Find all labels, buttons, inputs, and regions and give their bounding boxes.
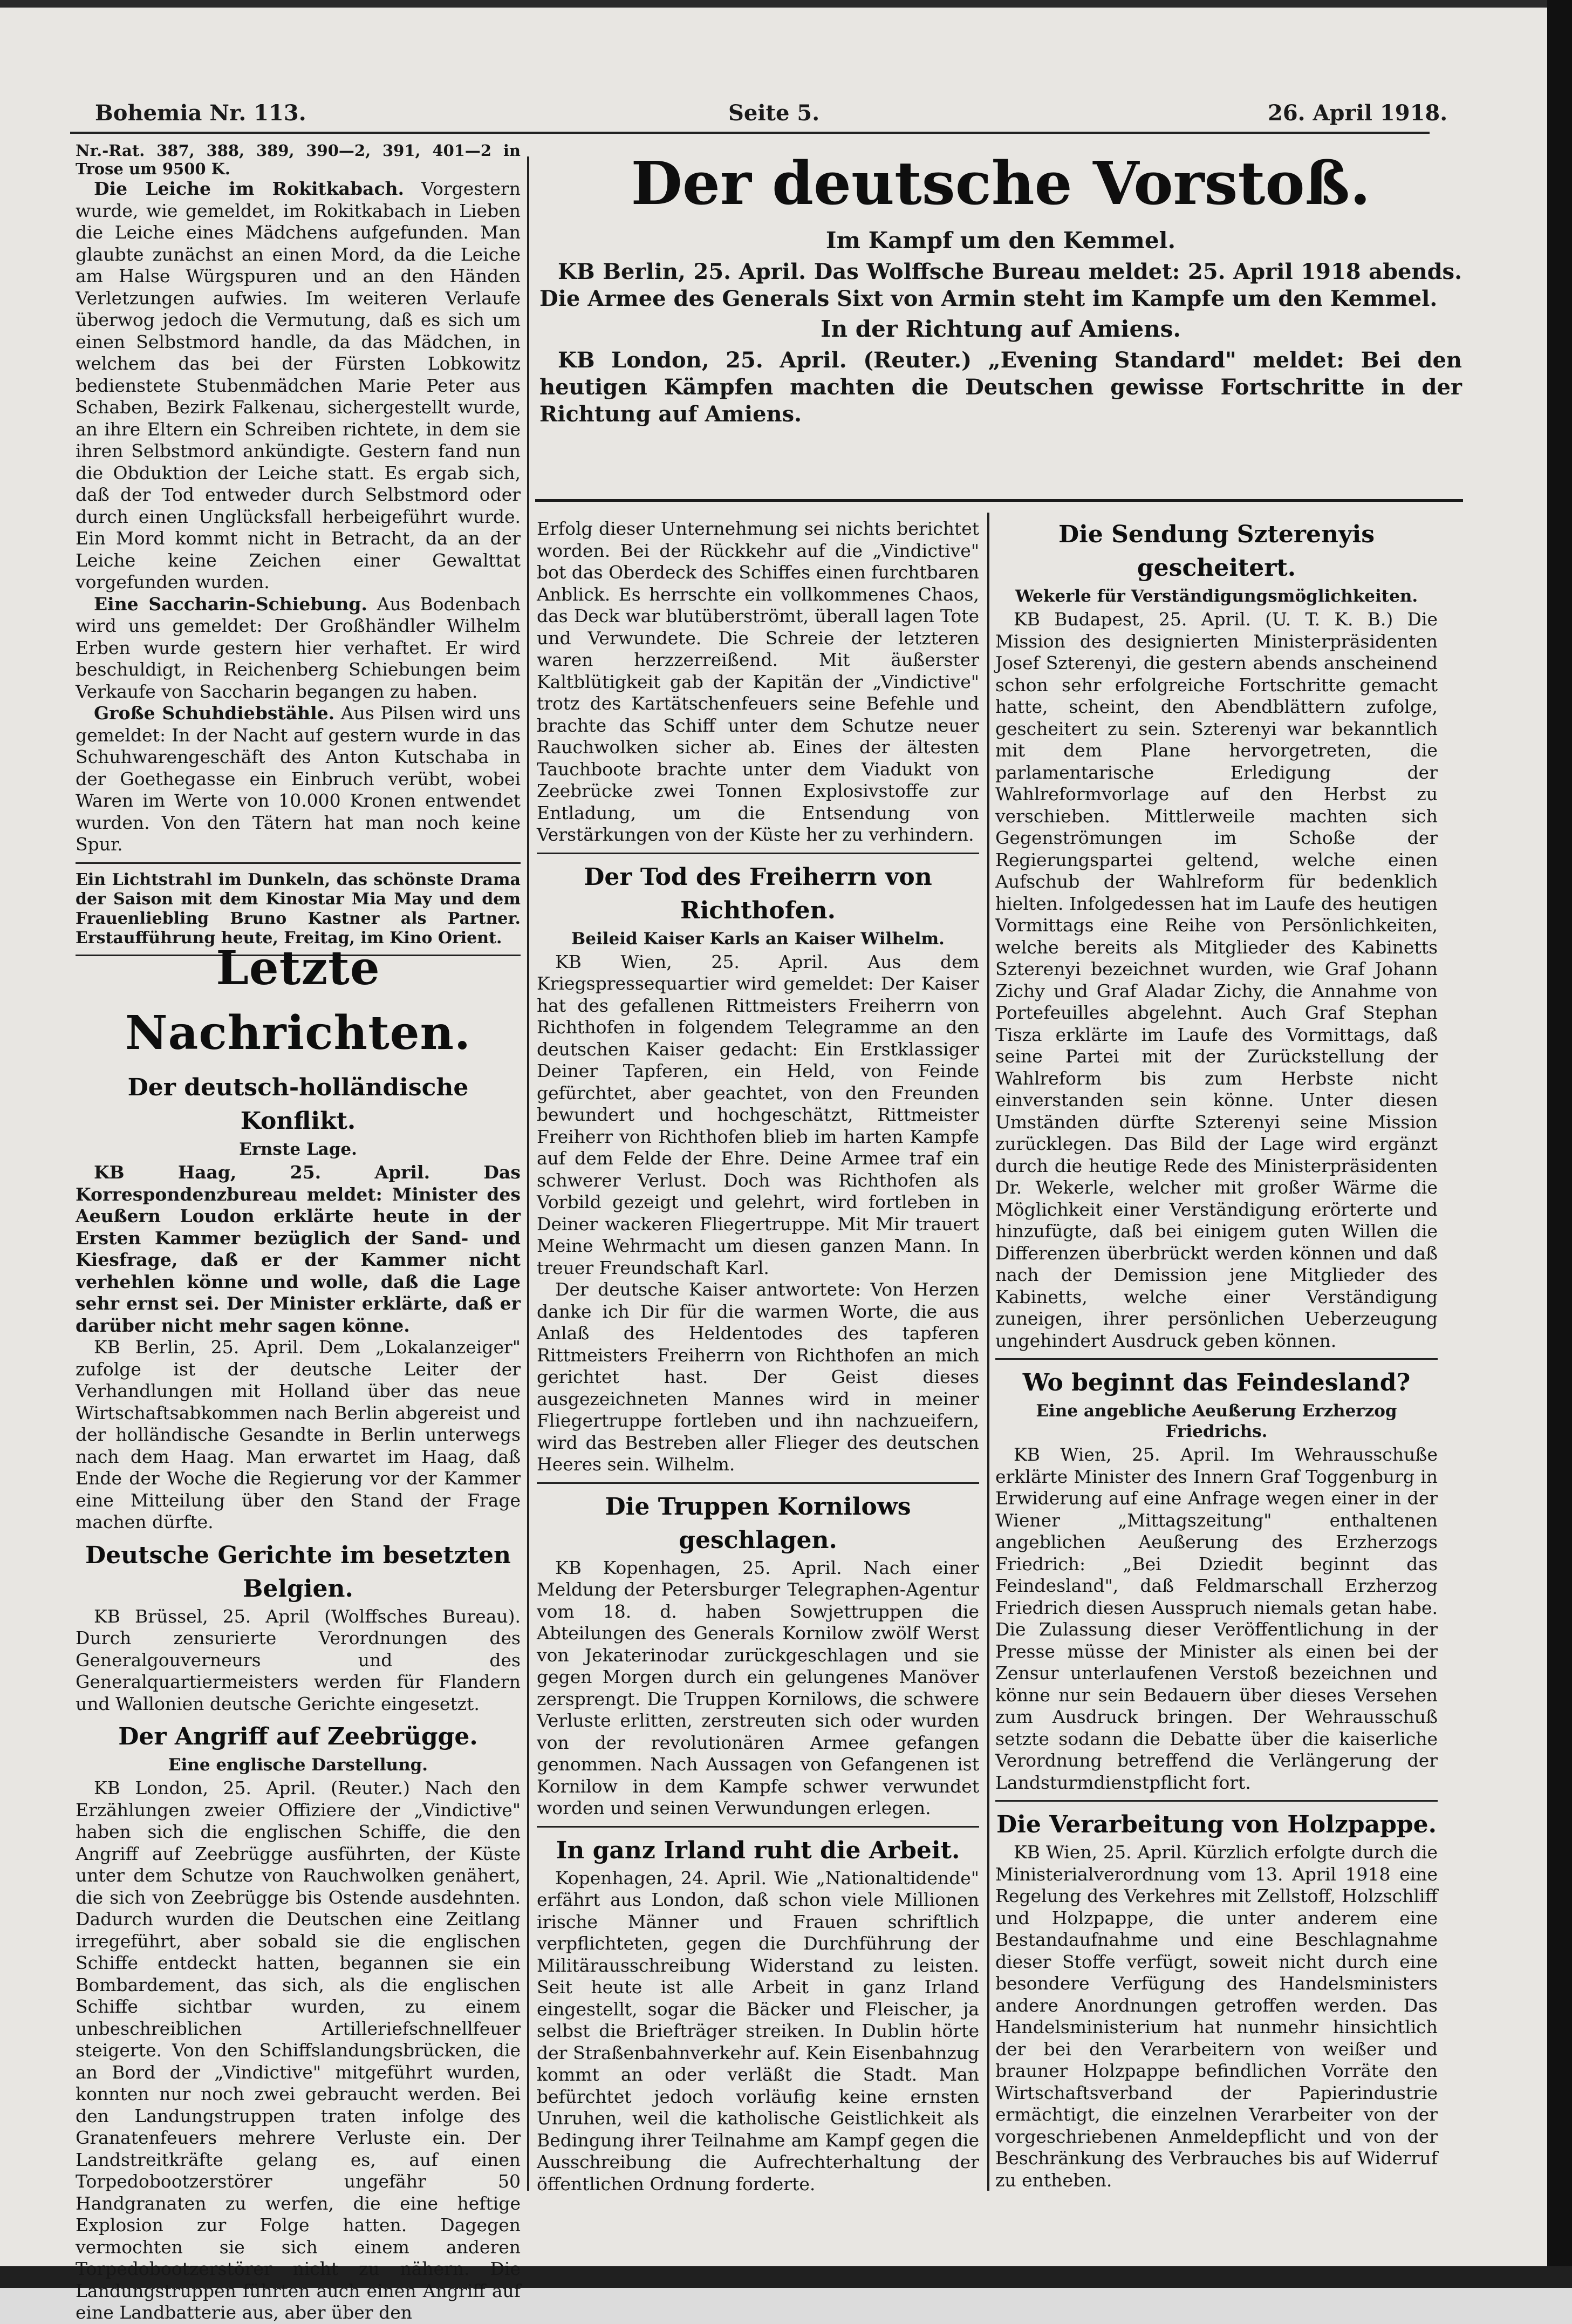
issue-number: Bohemia Nr. 113.	[95, 100, 306, 126]
section-title-kornilow: Die Truppen Kornilows geschlagen.	[605, 1492, 911, 1554]
lead-subheading: In der Richtung auf Amiens.	[820, 316, 1181, 342]
article-paragraph: KB Budapest, 25. April. (U. T. K. B.) Die Mission des designierten Ministerpräsidenten Josef Szterenyi, die gestern abends anscheinend schon sehr erfolgreiche Fortschritte gemacht hatte, scheint, den Abendblättern zufolge, gescheitert zu sein. Szterenyi war bekanntlich mit dem Plane hervorgetreten, die parlamentarische Erledigung der Wahlreformvorlage auf den Herbst zu verschieben. Mittlerweile machten sich Gegenströmungen im Schoße der Regierungspartei geltend, welche einen Aufschub der Wahlreform für bedenklich hielten. Infolgedessen hat im Laufe des heutigen Vormittags eine Reihe von Persönlichkeiten, welche bereits als Mitglieder des Kabinetts Szterenyi bezeichnet wurden, wie Graf Johann Zichy und Graf Aladar Zichy, die Annahme von Portefeuilles abgelehnt. Auch Graf Stephan Tisza erklärte im Laufe des Vormittags, daß seine Partei mit der Zurückstellung der Wahlreform bis zum Herbste nicht einverstanden sein könne. Unter diesen Umständen dürfte Szterenyi seine Mission zurücklegen. Das Bild der Lage wird ergänzt durch die heutige Rede des Ministerpräsidenten Dr. Wekerle, welcher mit großer Wärme die Möglichkeit einer Verständigung erörterte und hinzufügte, daß bei einigem guten Willen die Differenzen überbrückt werden können und daß nach der Demission jene Mitglieder des Kabinetts, welche einer Verständigung zuneigen, ihrer persönlichen Ueberzeugung ungehindert Ausdruck geben können.	[995, 609, 1438, 1351]
article-paragraph: KB Wien, 25. April. Kürzlich erfolgte durch die Ministerialverordnung vom 13. April 1918 eine Regelung des Verkehres mit Zellstoff, Holzschliff und Holzpappe, die unter anderem eine Bestandaufnahme und eine Beschlagnahme dieser Stoffe verfügt, soweit nicht durch eine besondere Verfügung des Handelsministers andere Anordnungen getroffen werden. Das Handelsministerium hat nunmehr hinsichtlich der bei den Verarbeitern von weißer und brauner Holzpappe befindlichen Vorräte den Wirtschaftsverband der Papierindustrie ermächtigt, die einzelnen Verarbeiter von der vorgeschriebenen Anmeldepflicht und von der Beschränkung des Verbrauches bis auf Widerruf zu entheben.	[995, 1842, 1438, 2191]
article-paragraph: KB Kopenhagen, 25. April. Nach einer Meldung der Petersburger Telegraphen-Agentur vom 18. d. haben Sowjettruppen die Abteilungen des Generals Kornilow zwölf Werst von Jekaterinodar zurückgeschlagen und sie gegen Morgen durch ein gelungenes Manöver zersprengt. Die Truppen Kornilows, die schwere Verluste erlitten, zerstreuten sich oder wurden von der revolutionären Armee gefangen genommen. Nach Aussagen von Gefangenen ist Kornilow in dem Kampfe schwer verwundet worden und seinen Verwundungen erlegen.	[537, 1557, 979, 1818]
header-rule	[70, 132, 1430, 134]
lead-paragraph: KB London, 25. April. (Reuter.) „Evening Standard" meldet: Bei den heutigen Kämpfen machten die Deutschen gewisse Fortschritte in der Richtung auf Amiens.	[539, 347, 1462, 427]
section-rule	[537, 1826, 979, 1828]
article-paragraph: KB Wien, 25. April. Im Wehrausschuße erklärte Minister des Innern Graf Toggenburg in Erwiderung auf eine Anfrage wegen einer in der Wiener „Mittagszeitung" enthaltenen angeblichen Aeußerung des Erzherzogs Friedrich: „Bei Dziedit beginnt das Feindesland", daß Feldmarschall Erzherzog Friedrich diesen Ausspruch niemals getan habe. Die Zulassung dieser Veröffentlichung in der Presse müsse der Minister als einen bei der Zensur unterlaufenen Verstoß bezeichnen und könne nur sein Bedauern über dieses Versehen zum Ausdruck bringen. Der Wehrausschuß setzte sodann die Debatte über die kaiserliche Verordnung betreffend die Verlängerung der Landsturmdienstpflicht fort.	[995, 1444, 1438, 1793]
item-body: Aus Bodenbach wird uns gemeldet: Der Großhändler Wilhelm Erben wurde gestern hier verhaftet. Er wird beschuldigt, in Reichenberg Schiebungen beim Verkaufe von Saccharin begangen zu haben.	[76, 593, 521, 702]
section-title-richthofen: Der Tod des Freiherrn von Richthofen.	[584, 863, 932, 924]
page-number: Seite 5.	[728, 100, 820, 126]
article-paragraph: KB London, 25. April. (Reuter.) Nach den Erzählungen zweier Offiziere der „Vindictive" haben sich die englischen Schiffe, die den Angriff auf Zeebrügge ausführten, der Küste unter dem Schutze von Rauchwolken genähert, die sich von Zeebrügge bis Ostende ausdehnten. Dadurch wurden die Deutschen eine Zeitlang irregeführt, aber sobald sie die englischen Schiffe entdeckt hatten, begannen sie ein Bombardement, das sich, als die englischen Schiffe sichtbar wurden, zu einem unbeschreiblichen Artilleriefschnellfeuer steigerte. Von den Schiffslandungsbrücken, die an Bord der „Vindictive" mitgeführt wurden, konnten nur noch zwei gebraucht werden. Bei den Landungstruppen traten infolge des Granatenfeuers mehrere Verluste ein. Der Landstreitkräfte gelang es, auf einen Torpedobootzerstörer ungefähr 50 Handgranaten zu werfen, die eine heftige Explosion zur Folge hatten. Dagegen vermochten sie sich einem anderen Torpedobootzerstörer nicht zu nähern. Die Landungstruppen führten auch einen Angriff auf eine Landbatterie aus, aber über den	[76, 1777, 521, 2323]
news-item-schuhdiebstaehle	[76, 703, 521, 856]
right-column	[995, 518, 1438, 2191]
item-body: Vorgestern wurde, wie gemeldet, im Rokitkabach in Lieben die Leiche eines Mädchens aufgefunden. Man glaubte zunächst an einen Mord, da die Leiche am Halse Würgspuren und an den Händen Verletzungen aufwies. Im weiteren Verlaufe überwog jedoch die Vermutung, daß es sich um einen Selbstmord handle, da das Mädchen, in welchem das bei der Fürsten Lobkowitz bedienstete Stubenmädchen Marie Peter aus Schaben, Bezirk Falkenau, sichergestellt wurde, an ihre Eltern ein Schreiben richtete, in dem sie ihren Selbstmord ankündigte. Gestern fand nun die Obduktion der Leiche statt. Es ergab sich, daß der Tod entweder durch Selbstmord oder durch einen Unglücksfall herbeigeführt wurde. Ein Mord kommt nicht in Betracht, da an der Leiche keine Zeichen einer Gewalttat vorgefunden wurden.	[76, 178, 521, 592]
lead-headline: Der deutsche Vorstoß.	[631, 148, 1371, 218]
section-subtitle: Wekerle für Verständigungsmöglichkeiten.	[1015, 587, 1418, 606]
column-divider-left	[527, 156, 529, 2191]
section-rule	[995, 1358, 1438, 1360]
section-title-konflikt: Der deutsch-holländische Konflikt.	[127, 1074, 469, 1135]
section-title-belgien: Deutsche Gerichte im besetzten Belgien.	[85, 1541, 511, 1603]
section-title-irland: In ganz Irland ruht die Arbeit.	[556, 1836, 960, 1864]
ad-rule	[76, 862, 521, 864]
article-continuation: Erfolg dieser Unternehmung sei nichts berichtet worden. Bei der Rückkehr auf die „Vindictive" bot das Oberdeck des Schiffes einen furchtbaren Anblick. Es herrschte ein vollkommenes Chaos, das Deck war blutüberströmt, überall lagen Tote und Verwundete. Die Schreie der letzteren waren herzzerreißend. Mit äußerster Kaltblütigkeit gab der Kapitän der „Vindictive" trotz des Kartätschenfeuers seine Befehle und brachte das Schiff unter dem Schutze neuer Rauchwolken sicher ab. Eines der ältesten Tauchboote brachte unter dem Viadukt von Zeebrücke zwei Tonnen Explosivstoffe zur Entladung, um die Entsendung von Verstärkungen von der Küste her zu verhindern.	[537, 518, 979, 845]
section-subtitle: Eine englische Darstellung.	[168, 1755, 428, 1775]
lead-subheading: Im Kampf um den Kemmel.	[825, 227, 1176, 254]
section-title-szterenyi: Die Sendung Szterenyis gescheitert.	[1058, 521, 1375, 582]
local-news-column	[76, 141, 521, 948]
item-heading: Eine Saccharin-Schiebung.	[94, 593, 367, 615]
section-rule	[537, 1482, 979, 1484]
scan-border-right	[1547, 0, 1572, 2288]
middle-column	[537, 518, 979, 2194]
section-rule	[995, 1800, 1438, 1802]
item-heading: Große Schuhdiebstähle.	[94, 703, 335, 724]
article-paragraph: KB Wien, 25. April. Aus dem Kriegspressequartier wird gemeldet: Der Kaiser hat des gefallenen Rittmeisters Freiherrn von Richthofen in folgendem Telegramme an den deutschen Kaiser gedacht: Ein Erstklassiger Deiner Tapferen, ein Held, von Feinde gefürchtet, aber geachtet, von den Freunden bewundert und hochgeschätzt, Rittmeister Freiherr von Richthofen blieb im harten Kampfe auf dem Felde der Ehre. Deine Armee traf ein schwerer Verlust. Doch was Richthofen als Vorbild gezeigt und gelehrt, wird fortleben in Deiner wackeren Fliegertruppe. Mit Mir trauert Meine Wehrmacht um diesen ganzen Mann. In treuer Freundschaft Karl.	[537, 951, 979, 1278]
article-paragraph: Kopenhagen, 24. April. Wie „Nationaltidende" erfährt aus London, daß schon viele Millionen irische Männer und Frauen schriftlich verpflichteten, gegen die Durchführung der Militärausschreibung Widerstand zu leisten. Seit heute ist alle Arbeit in ganz Irland eingestellt, sogar die Bäcker und Fleischer, ja selbst die Briefträger streiken. In Dublin hörte der Straßenbahnverkehr auf. Kein Eisenbahnzug kommt an oder verläßt die Stadt. Man befürchtet jedoch vorläufig keine ernsten Unruhen, weil die katholische Geistlichkeit als Bedingung ihrer Teilnahme am Kampf gegen die Ausschreibung die Aufrechterhaltung der öffentlichen Ordnung forderte.	[537, 1867, 979, 2194]
article-paragraph: KB Haag, 25. April. Das Korrespondenzbureau meldet: Minister des Aeußern Loudon erklärte heute in der Ersten Kammer bezüglich der Sand- und Kiesfrage, daß er der Kammer nicht verhehlen könne und wolle, daß die Lage sehr ernst sei. Der Minister erklärte, daß er darüber nicht mehr sagen könne.	[76, 1162, 521, 1336]
section-subtitle: Ernste Lage.	[239, 1140, 357, 1159]
column-divider-right	[987, 513, 989, 2191]
banner-bottom-rule	[535, 499, 1463, 502]
article-paragraph: Der deutsche Kaiser antwortete: Von Herzen danke ich Dir für die warmen Worte, die aus Anlaß des Heldentodes des tapferen Rittmeisters Freiherrn von Richthofen an mich gerichtet hast. Der Geist dieses ausgezeichneten Mannes wird in meiner Fliegertruppe fortleben und ihn nachzueifern, wird das Bestreben aller Flieger des deutschen Heeres sein. Wilhelm.	[537, 1279, 979, 1475]
article-paragraph: KB Berlin, 25. April. Dem „Lokalanzeiger" zufolge ist der deutsche Leiter der Verhandlungen mit Holland über das neue Wirtschaftsabkommen nach Berlin abgereist und der holländische Gesandte in Berlin unterwegs nach dem Haag. Man erwartet im Haag, daß Ende der Woche die Regierung vor der Kammer eine Mitteilung über den Stand der Frage machen dürfte.	[76, 1337, 521, 1532]
issue-date: 26. April 1918.	[1268, 100, 1448, 126]
scan-border-top	[0, 0, 1572, 8]
news-item-saccharin	[76, 594, 521, 703]
article-paragraph: KB Brüssel, 25. April (Wolffsches Bureau). Durch zensurierte Verordnungen des Generalgouverneurs und des Generalquartiermeisters werden für Flandern und Wallonien deutsche Gerichte eingesetzt.	[76, 1605, 521, 1714]
item-heading: Die Leiche im Rokitkabach.	[94, 178, 405, 199]
lead-paragraph: KB Berlin, 25. April. Das Wolffsche Bureau meldet: 25. April 1918 abends. Die Armee des Generals Sixt von Armin steht im Kampfe um den Kemmel.	[539, 259, 1462, 311]
section-subtitle: Eine angebliche Aeußerung Erzherzog Friedrichs.	[1036, 1401, 1397, 1441]
latest-news-title: Letzte Nachrichten.	[125, 941, 471, 1060]
news-item-rokitkabach	[76, 178, 521, 594]
latest-news-column	[76, 936, 521, 2323]
lottery-numbers: Nr.-Rat. 387, 388, 389, 390—2, 391, 401—2 in Trose um 9500 K.	[76, 141, 521, 178]
item-body: Aus Pilsen wird uns gemeldet: In der Nacht auf gestern wurde in das Schuhwarengeschäft des Anton Kutschaba in der Goethegasse ein Einbruch verübt, wobei Waren im Werte von 10.000 Kronen entwendet wurden. Von den Tätern hat man noch keine Spur.	[76, 703, 521, 855]
section-rule	[537, 853, 979, 854]
section-title-feindesland: Wo beginnt das Feindesland?	[1022, 1369, 1411, 1396]
lead-story-banner	[539, 143, 1462, 494]
cinema-advertisement: Ein Lichtstrahl im Dunkeln, das schönste Drama der Saison mit dem Kinostar Mia May und dem Frauenliebling Bruno Kastner als Partner. Erstaufführung heute, Freitag, im Kino Orient.	[76, 870, 521, 948]
section-title-zeebruegge: Der Angriff auf Zeebrügge.	[118, 1723, 478, 1750]
section-title-holzpappe: Die Verarbeitung von Holzpappe.	[996, 1811, 1437, 1838]
section-subtitle: Beileid Kaiser Karls an Kaiser Wilhelm.	[571, 929, 945, 949]
